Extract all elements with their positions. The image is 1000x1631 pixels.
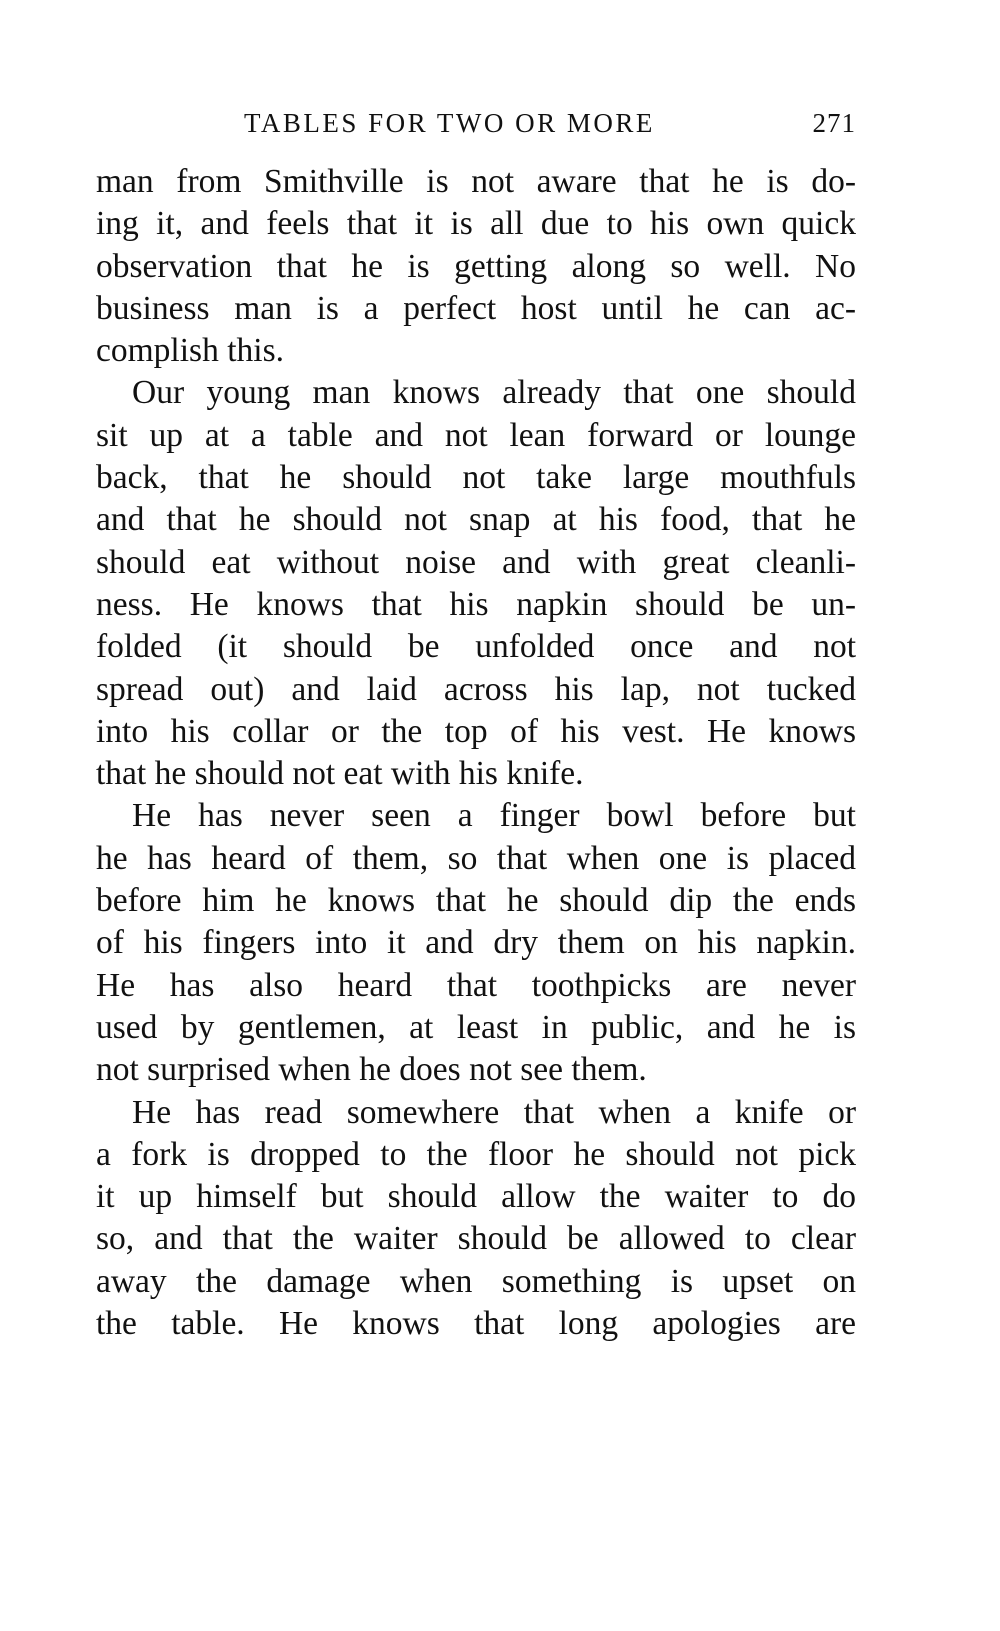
running-head-title: TABLES FOR TWO OR MORE [244,108,655,138]
page-number: 271 [812,108,856,138]
text-line: observation that he is getting along so well. No [96,247,856,285]
text-line: He has also heard that toothpicks are never [96,966,856,1004]
text-line: sit up at a table and not lean forward or lounge [96,416,856,454]
text-line: so, and that the waiter should be allowed to clear [96,1220,856,1258]
paragraph-4 [96,1092,856,1346]
text-line: the table. He knows that long apologies are [96,1305,856,1343]
text-line: He has read somewhere that when a knife or [132,1093,856,1131]
text-line: of his fingers into it and dry them on his napkin. [96,924,856,962]
text-line: back, that he should not take large mouthfuls [96,459,856,497]
text-line: it up himself but should allow the waiter to do [96,1178,856,1216]
text-line: complish this. [96,332,284,370]
paragraph-3 [96,795,856,1091]
text-line: ness. He knows that his napkin should be un- [96,585,856,623]
text-line: spread out) and laid across his lap, not tucked [96,670,856,708]
text-line: man from Smithville is not aware that he is do- [96,163,856,200]
text-line: and that he should not snap at his food, that he [96,501,856,539]
paragraph-1 [96,161,856,372]
text-line: Our young man knows already that one should [132,374,856,412]
text-line: he has heard of them, so that when one is placed [96,839,856,877]
running-head [96,108,856,148]
text-line: not surprised when he does not see them. [96,1051,647,1089]
text-line: used by gentlemen, at least in public, and he is [96,1008,856,1046]
text-line: ing it, and feels that it is all due to his own quick [96,205,856,243]
text-line: a fork is dropped to the floor he should not pick [96,1135,856,1173]
text-line: into his collar or the top of his vest. He knows [96,712,856,750]
body-text [96,161,856,1345]
text-line: before him he knows that he should dip the ends [96,882,856,920]
text-line: folded (it should be unfolded once and not [96,628,856,666]
text-line: He has never seen a finger bowl before but [132,797,856,835]
paragraph-2 [96,372,856,795]
text-line: business man is a perfect host until he can ac- [96,289,856,327]
text-line: away the damage when something is upset on [96,1262,856,1300]
text-line: should eat without noise and with great cleanli- [96,543,856,581]
text-line: that he should not eat with his knife. [96,755,584,793]
